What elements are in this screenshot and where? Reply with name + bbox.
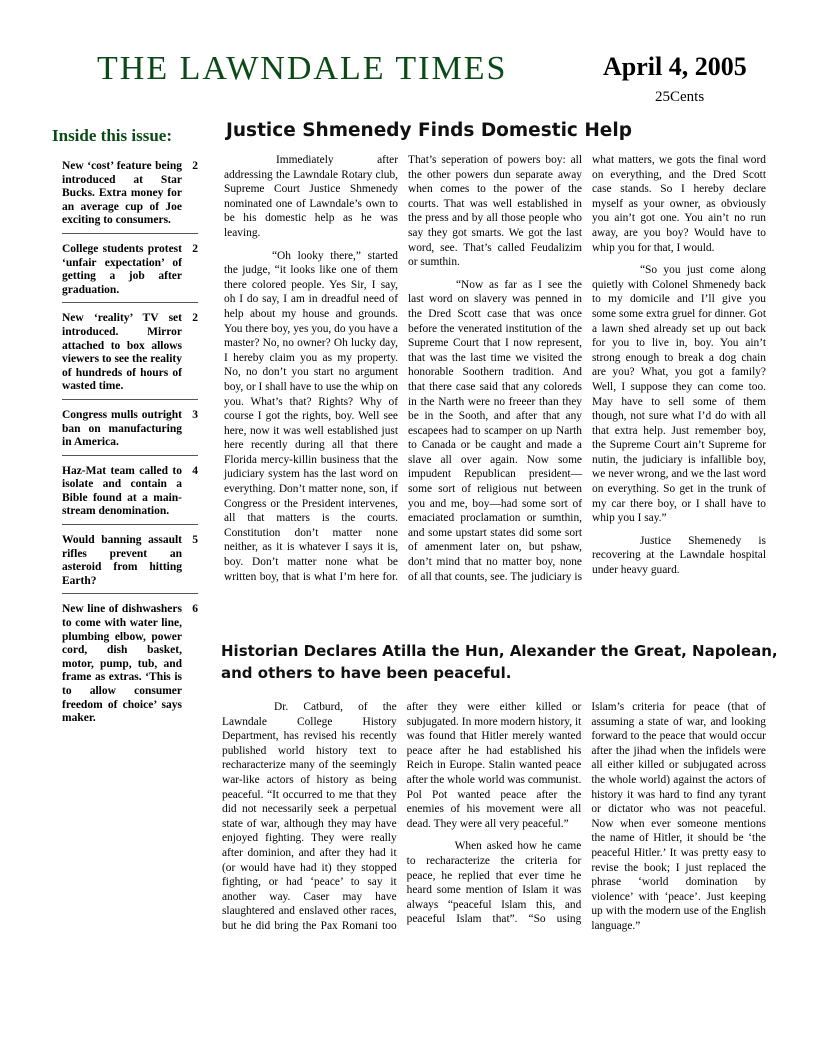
toc-item[interactable] <box>62 312 198 400</box>
toc-item-page: 5 <box>192 534 198 547</box>
article2-body <box>222 700 766 980</box>
sidebar-title: Inside this issue: <box>52 126 172 145</box>
toc-item-text: Would banning assault rifles prevent an asteroid from hitting Earth? <box>62 534 182 587</box>
toc-item-text: Haz-Mat team called to isolate and contain a Bible found at a main-stream denomination. <box>62 464 182 518</box>
toc-item[interactable] <box>62 534 198 594</box>
article1-body <box>224 153 766 635</box>
toc-item[interactable] <box>62 409 198 456</box>
article1-paragraph: Immediately after addressing the Lawndale Rotary club, Supreme Court Justice Shmenedy nominated one of Lawndale’s own to be his domestic help as he was leaving. <box>224 154 398 239</box>
article2-headline: Historian Declares Atilla the Hun, Alexander the Great, Napolean, and others to have been peaceful. <box>221 642 778 682</box>
article2-paragraph: When asked how he came to recharacterize the criteria for peace, he replied that ever time he heard some mention of Islam it was always “peaceful Islam this, and peaceful Islam that”. “So using Islam’s criteria for peace (that of assuming a state of war, and looking forward to the peace that would occur after the jihad when the infidels were all either killed or subjugated across the whole world) against the actors of history it was hard to find any tyrant or dictator who was not peaceful. Now when ever someone mentions the name of Hitler, it should be ‘the peaceful Hitler.’ It was pretty easy to revise the book; I just replaced the phrase ‘world domination by violence’ with ‘peace’. Just keeping up with the modern use of the English language.” <box>406 701 766 932</box>
toc-item[interactable] <box>62 603 198 730</box>
toc-item-page: 2 <box>192 312 198 325</box>
toc-item-page: 2 <box>192 242 198 255</box>
toc-item-text: New ‘cost’ feature being introduced at Star Bucks. Extra money for an average cup of Joe exciting to consumers. <box>62 160 182 227</box>
inside-issue-list <box>62 160 198 740</box>
article1-headline: Justice Shmenedy Finds Domestic Help <box>226 120 632 141</box>
issue-price: 25Cents <box>655 89 705 105</box>
toc-item-page: 4 <box>192 464 198 477</box>
article1-paragraph: Justice Shemenedy is recovering at the Lawndale hospital under heavy guard. <box>592 534 766 577</box>
toc-item[interactable] <box>62 160 198 234</box>
toc-item[interactable] <box>62 243 198 303</box>
toc-item-page: 6 <box>192 603 198 616</box>
toc-item-text: New line of dishwashers to come with water line, plumbing elbow, power cord, dish basket, motor, pump, tub, and frame as extras. ‘This is to allow consumer freedom of choice’ says maker. <box>62 603 182 725</box>
article1-paragraph: “So you just come along quietly with Colonel Shmenedy back to my domicile and I’ll give you some some extra gruel for dinner. Got a lawn shed already set up out back for you to live in, boy. You ain’t strong enough to break a dog chain are you? What, you got a family? Well, I suppose they can come too. May have to sell some of them though, not sure what I’d do with all that extra help. Just remember boy, the Supreme Court ain’t Supreme for nutin, the judiciary is infallible boy, we never wrong, and we the last word on everything. So get in the trunk of my car there boy, or I shall have to whip you I say.” <box>592 264 766 525</box>
article1-paragraph: “Oh looky there,” started the judge, “it looks like one of them there colored people. Yes Sir, I say, oh I do say, I am in dreadful need of help about my house and grounds. You there boy, yes you, do you have a master? No, no owner? Oh lucky day, I hereby claim you as my property. No, no don’t you start no argument boy, or I shall have to use the whip on you. What’s that? Rights? Why of course I got the rights, boy. Well see here, now it was well established just here recently during all that there Florida mercy-killin business that the judiciary system has the last word on everything. Don’t matter none, son, if Congress or the President intervenes, all that matters is the courts. Constitution don’t matter none neither, as it is whatever I says it is, boy. Don’t matter none what be written boy, that is what I’m here for. That’s seperation of powers boy: all the other powers dun separate away when comes to the power of the courts. That was well established in the press and by all those people who say they got smarts. We got the last word, see. That’s called Feudalizim or sumthin. <box>224 154 582 583</box>
toc-item-text: College students protest ‘unfair expectation’ of getting a job after graduation. <box>62 242 182 296</box>
toc-item[interactable] <box>62 465 198 525</box>
toc-item-page: 2 <box>192 160 198 172</box>
article1-paragraph: “Now as far as I see the last word on slavery was penned in the Dred Scott case that was once before the venerated institution of the Supreme Court that I now represent, that was the last time we visited the honorable Soothern tradition. And that there case said that any coloreds in the Narth were no freeer than they be in the Sooth, and after that any escapees had to scamper on up Narth to Canada or be caught and made a slave all over again. Now some impudent Republican president—some sort of religious nut between you and me, boy—had some sort of emaciated proclamation or sumthin, and some upstart states did some sort of amenment later on, but pshaw, don’t mind that no matter boy, none of all that counts, see. The judiciary is what matters, we gots the final word on everything, and the Dred Scott case stands. So I hereby declare myself as your owner, as obviously you ain’t got one. You ain’t no run away, are you boy? Would have to whip you for that, I would. <box>408 154 766 583</box>
toc-item-text: New ‘reality’ TV set introduced. Mirror attached to box allows viewers to see the reality of hundreds of hours of wasted time. <box>62 312 182 393</box>
toc-item-page: 3 <box>192 408 198 421</box>
toc-item-text: Congress mulls outright ban on manufacturing in America. <box>62 408 182 449</box>
masthead-title: THE LAWNDALE TIMES <box>97 50 508 87</box>
article2-paragraph: Dr. Catburd, of the Lawndale College History Department, has revised his recently published world history text to recharacterize many of the seemingly war-like actors of history as being peaceful. “It occurred to me that they did not necessarily seek a perpetual state of war, although they may have enjoyed fighting. They were really after dominion, and after they had it (or would have had it) they stopped fighting, or had ‘peace’ to say it another way. Caser may have slaughtered and enslaved other races, but he did bring the Pax Romani too after they were either killed or subjugated. In more modern history, it was found that Hitler merely wanted peace after he had established his Reich in Europe. Stalin wanted peace after the whole world was communist. Pol Pot wanted peace after the enemies of his movement were all dead. They were all very peaceful.” <box>222 701 582 932</box>
issue-date: April 4, 2005 <box>603 52 747 81</box>
